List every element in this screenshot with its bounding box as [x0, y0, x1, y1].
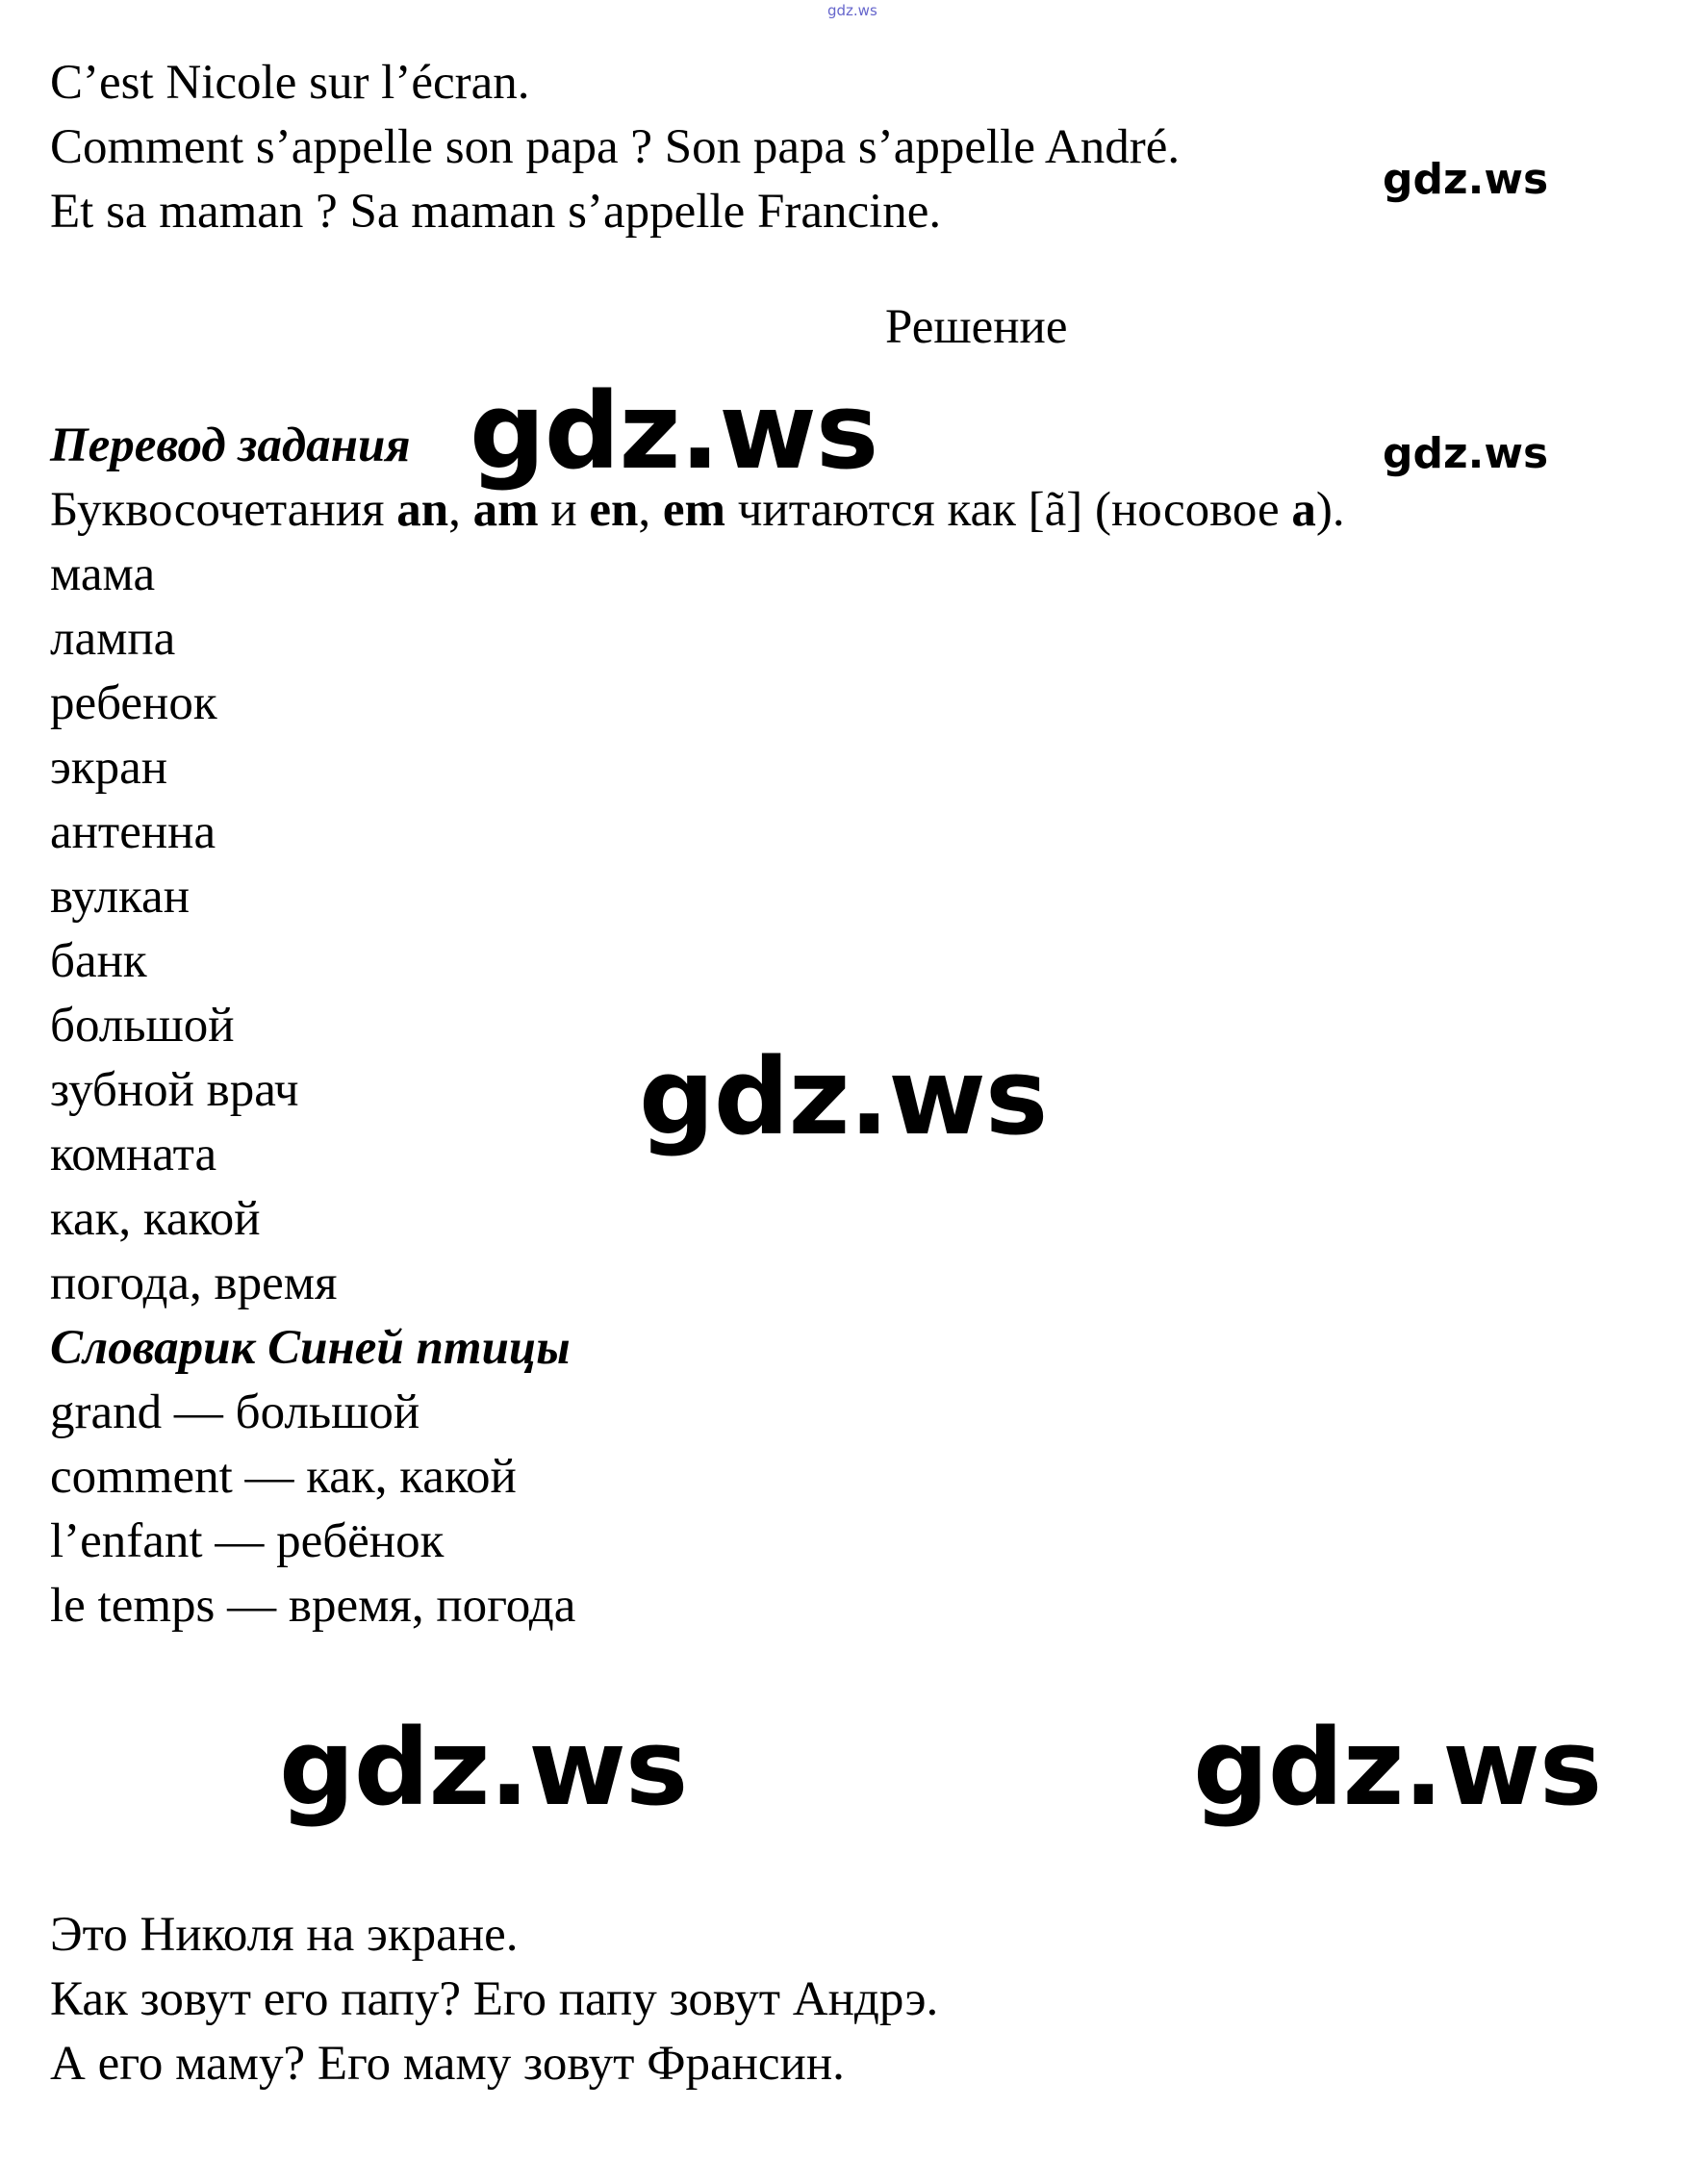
watermark-small-2: gdz.ws [1383, 429, 1549, 478]
rule-letters-en: en [589, 483, 639, 537]
dictionary-entry: comment — как, какой [50, 1450, 517, 1504]
word-item: банк [50, 934, 147, 988]
translation-line-1: Это Николя на экране. [50, 1908, 519, 1962]
watermark-big-left: gdz.ws [279, 1706, 688, 1829]
dictionary-heading: Словарик Синей птицы [50, 1321, 571, 1375]
rule-sep-2: , [638, 483, 663, 537]
word-item: вулкан [50, 870, 190, 924]
translation-line-3: А его маму? Его маму зовут Франсин. [50, 2037, 845, 2091]
watermark-big-right: gdz.ws [1193, 1706, 1602, 1829]
watermark-big-middle: gdz.ws [639, 1035, 1048, 1158]
french-line-2: Comment s’appelle son papa ? Son papa s’appelle André. [50, 120, 1181, 174]
word-item: как, какой [50, 1192, 261, 1246]
rule-sep-1: , [448, 483, 473, 537]
word-item: экран [50, 741, 168, 795]
watermark-big-heading: gdz.ws [470, 369, 878, 493]
translation-heading: Перевод задания [50, 419, 411, 472]
rule-line [50, 478, 1345, 543]
word-item: лампа [50, 612, 176, 666]
dictionary-entry: l’enfant — ребёнок [50, 1514, 445, 1568]
word-item: антенна [50, 805, 216, 859]
rule-prefix: Буквосочетания [50, 483, 397, 537]
watermark-top: gdz.ws [827, 2, 877, 19]
word-item: зубной врач [50, 1063, 299, 1117]
rule-mid: читаются как [ã] (носовое [725, 483, 1292, 537]
rule-letters-em: em [662, 483, 726, 537]
translation-line-2: Как зовут его папу? Его папу зовут Андрэ. [50, 1972, 939, 2026]
rule-letters-am: am [472, 483, 539, 537]
word-item: мама [50, 547, 156, 601]
french-line-3: Et sa maman ? Sa maman s’appelle Francine. [50, 185, 942, 239]
dictionary-entry: le temps — время, погода [50, 1579, 576, 1633]
word-item: большой [50, 999, 235, 1053]
watermark-small-1: gdz.ws [1383, 155, 1549, 204]
rule-letters-an: an [396, 483, 449, 537]
word-item: ребенок [50, 676, 217, 730]
rule-letter-a: a [1291, 483, 1316, 537]
dictionary-entry: grand — большой [50, 1385, 420, 1439]
word-item: погода, время [50, 1257, 338, 1310]
solution-heading: Решение [885, 300, 1068, 354]
french-line-1: C’est Nicole sur l’écran. [50, 56, 530, 110]
rule-end: ). [1315, 483, 1345, 537]
rule-and: и [538, 483, 590, 537]
word-item: комната [50, 1128, 217, 1181]
